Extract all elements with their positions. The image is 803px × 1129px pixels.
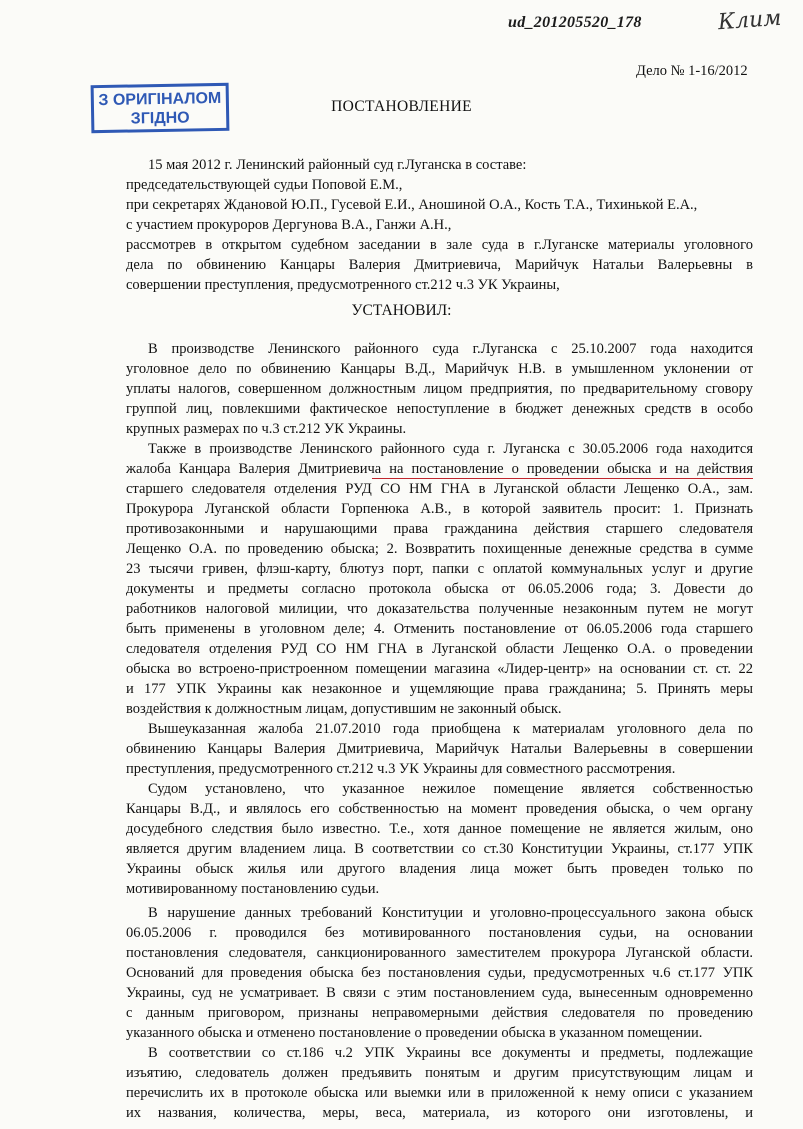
- body-line: перечислить их в протоколе обыска или выемки или в приложенной к нему описи с указанием: [126, 1085, 753, 1101]
- body-line: документы и предметы согласно протокола обыска от 06.05.2006 года; 3. Довести до: [126, 581, 753, 597]
- body-line: В производстве Ленинского районного суда г.Луганска с 25.10.2007 года находится: [148, 341, 753, 357]
- body-line: обыска во встроено-пристроенном помещении магазина «Лидер-центр» на основании ст. ст. 22: [126, 661, 753, 677]
- red-underline: [372, 478, 753, 479]
- body-line: является другим владением лица. В соответствии со ст.30 Конституции Украины, ст.177 УПК: [126, 841, 753, 857]
- body-line: группой лиц, повлекшими фактическое непоступление в бюджет денежных средств в особо: [126, 401, 753, 417]
- body-line: Также в производстве Ленинского районного суда г. Луганска с 30.05.2006 года находится: [148, 441, 753, 457]
- body-line: крупных размерах по ч.3 ст.212 УК Украины.: [126, 421, 407, 437]
- body-line: указанного обыска и отменено постановление о проведении обыска в указанном помещении.: [126, 1025, 703, 1041]
- handwritten-mark: Клим: [717, 5, 783, 36]
- intro-line: совершении преступления, предусмотренного ст.212 ч.3 УК Украины,: [126, 277, 560, 293]
- body-line: преступления, предусмотренного ст.212 ч.3 УК Украины для совместного рассмотрения.: [126, 761, 676, 777]
- document-title: ПОСТАНОВЛЕНИЕ: [331, 98, 472, 115]
- body-line: 23 тысячи гривен, флэш-карту, блютуз порт, папки с оплатой коммунальных услуг и другие: [126, 561, 753, 577]
- body-line: Оснований для проведения обыска без постановления судьи, предусмотренных ч.6 ст.177 УПК: [126, 965, 753, 981]
- body-line: следователя отделения РУД СО НМ ГНА в Луганской области Лещенко О.А. о проведении: [126, 641, 753, 657]
- body-line: их названия, количества, меры, веса, материала, из которого они изготовлены, и: [126, 1105, 753, 1121]
- body-line: мотивированному постановлению судьи.: [126, 881, 380, 897]
- body-line: 06.05.2006 г. проводился без мотивированного постановления судьи, на основании: [126, 925, 753, 941]
- established-heading: УСТАНОВИЛ:: [351, 302, 452, 319]
- intro-line: 15 мая 2012 г. Ленинский районный суд г.Луганска в составе:: [148, 157, 527, 173]
- body-line: Вышеуказанная жалоба 21.07.2010 года приобщена к материалам уголовного дела по: [148, 721, 753, 737]
- body-line: воздействия к должностным лицам, допустившим не законный обыск.: [126, 701, 562, 717]
- body-line: В нарушение данных требований Конституции и уголовно-процессуального закона обыск: [148, 905, 753, 921]
- body-line: Украины обыск жилья или другого владения лица может быть проведен только по: [126, 861, 753, 877]
- intro-line: при секретарях Ждановой Ю.П., Гусевой Е.И., Аношиной О.А., Кость Т.А., Тихинькой Е.А.,: [126, 197, 698, 213]
- body-line: уплаты налогов, совершенном должностным лицом предприятия, по предварительному сговору: [126, 381, 753, 397]
- intro-line: с участием прокуроров Дергунова В.А., Ганжи А.Н.,: [126, 217, 452, 233]
- stamp-line-2: ЗГІДНО: [130, 109, 190, 128]
- body-line: изъятию, следователь должен предъявить понятым и другим присутствующим лицам и: [126, 1065, 753, 1081]
- body-line: Лещенко О.А. по проведению обыска; 2. Возвратить похищенные денежные средства в сумме: [126, 541, 753, 557]
- body-line: противозаконными и нарушающими права гражданина действия старшего следователя: [126, 521, 753, 537]
- case-number: Дело № 1-16/2012: [636, 63, 748, 79]
- body-line: работников налоговой милиции, что доказательства полученные незаконным путем не могут: [126, 601, 753, 617]
- body-line: досудебного следствия было известно. Т.е., хотя данное помещение не является жилым, оно: [126, 821, 753, 837]
- body-line: обвинению Канцары Валерия Дмитриевича, Марийчук Натальи Валерьевны в совершении: [126, 741, 753, 757]
- body-line: Судом установлено, что указанное нежилое помещение является собственностью: [148, 781, 753, 797]
- body-line: Прокурора Луганской области Горпенюка А.В., в которой заявитель просит: 1. Признать: [126, 501, 753, 517]
- body-line: Украины, суд не усматривает. В связи с этим постановлением суда, вынесенным одновременно: [126, 985, 753, 1001]
- document-id: ud_201205520_178: [508, 14, 642, 31]
- body-line: Канцары В.Д., и являлось его собственностью на момент проведения обыска, о чем органу: [126, 801, 753, 817]
- body-line: жалоба Канцара Валерия Дмитриевича на постановление о проведении обыска и на действия: [126, 461, 753, 477]
- body-line: В соответствии со ст.186 ч.2 УПК Украины все документы и предметы, подлежащие: [148, 1045, 753, 1061]
- body-line: и 177 УПК Украины как незаконное и ущемляющие права гражданина; 5. Принять меры: [126, 681, 753, 697]
- intro-line: рассмотрев в открытом судебном заседании в зале суда в г.Луганске материалы уголовного: [126, 237, 753, 253]
- intro-line: председательствующей судьи Поповой Е.М.,: [126, 177, 403, 193]
- body-line: старшего следователя отделения РУД СО НМ ГНА в Луганской области Лещенко О.А., зам.: [126, 481, 753, 497]
- body-line: с данным приговором, признаны неправомерными действия следователя по проведению: [126, 1005, 753, 1021]
- body-line: уголовное дело по обвинению Канцары В.Д., Марийчук Н.В. в умышленном уклонении от: [126, 361, 753, 377]
- stamp-line-1: З ОРИГІНАЛОМ: [98, 89, 222, 110]
- intro-line: дела по обвинению Канцары Валерия Дмитриевича, Марийчук Натальи Валерьевны в: [126, 257, 753, 273]
- body-line: быть применены в уголовном деле; 4. Отменить постановление от 06.05.2006 года старшего: [126, 621, 753, 637]
- body-line: постановления следователя, санкционированного заместителем прокурора Луганской области.: [126, 945, 753, 961]
